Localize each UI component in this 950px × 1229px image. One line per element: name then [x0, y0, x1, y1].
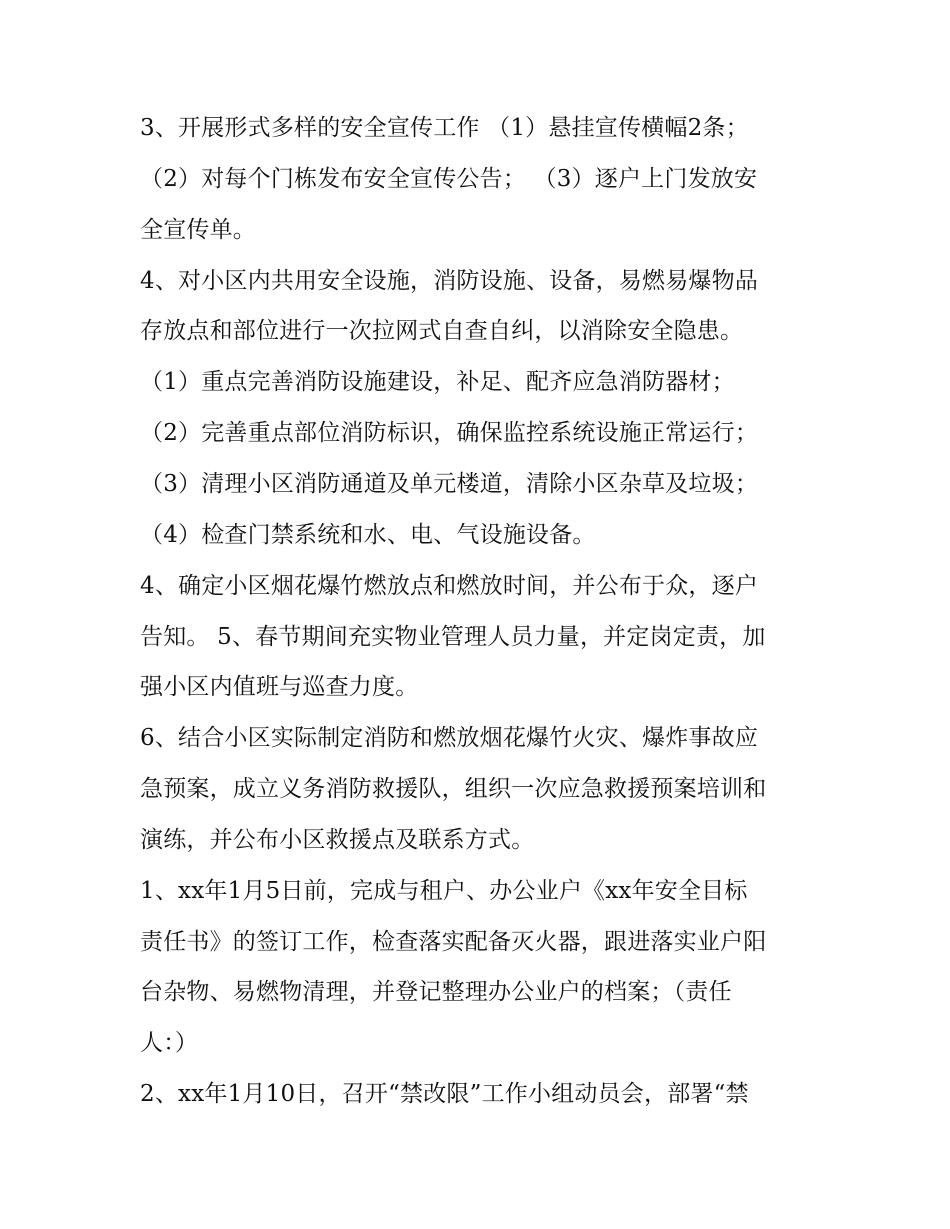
text-line: 6、结合小区实际制定消防和燃放烟花爆竹火灾、爆炸事故应 [140, 725, 759, 751]
text-line: 告知。 5、春节期间充实物业管理人员力量，并定岗定责，加 [140, 624, 766, 650]
text-line: 台杂物、易燃物清理，并登记整理办公业户的档案；（责任 [140, 979, 732, 1005]
text-line: 2、xx年1月10日，召开“禁改限”工作小组动员会，部署“禁 [140, 1081, 749, 1107]
text-line: 3、开展形式多样的安全宣传工作 （1）悬挂宣传横幅2条； [140, 115, 749, 141]
text-line: （3）清理小区消防通道及单元楼道，清除小区杂草及垃圾； [140, 471, 759, 497]
text-line: 责任书》的签订工作，检查落实配备灭火器，跟进落实业户阳 [140, 929, 767, 955]
text-line: 4、对小区内共用安全设施，消防设施、设备，易燃易爆物品 [140, 268, 759, 294]
text-line: 4、确定小区烟花爆竹燃放点和燃放时间，并公布于众，逐户 [140, 573, 759, 599]
text-line: 全宣传单。 [140, 217, 256, 243]
text-line: 1、xx年1月5日前，完成与租户、办公业户《xx年安全目标 [140, 878, 748, 904]
text-line: （2）对每个门栋发布安全宣传公告； （3）逐户上门发放安 [140, 166, 758, 192]
text-line: （1）重点完善消防设施建设，补足、配齐应急消防器材； [140, 369, 735, 395]
text-line: 急预案，成立义务消防救援队，组织一次应急救援预案培训和 [140, 776, 767, 802]
text-line: 存放点和部位进行一次拉网式自查自纠，以消除安全隐患。 [140, 318, 744, 344]
text-line: 人：） [140, 1030, 199, 1056]
text-line: 强小区内值班与巡查力度。 [140, 674, 419, 700]
text-line: （2）完善重点部位消防标识，确保监控系统设施正常运行； [140, 420, 759, 446]
text-line: 演练，并公布小区救援点及联系方式。 [140, 827, 535, 853]
text-line: （4）检查门禁系统和水、电、气设施设备。 [140, 522, 596, 548]
